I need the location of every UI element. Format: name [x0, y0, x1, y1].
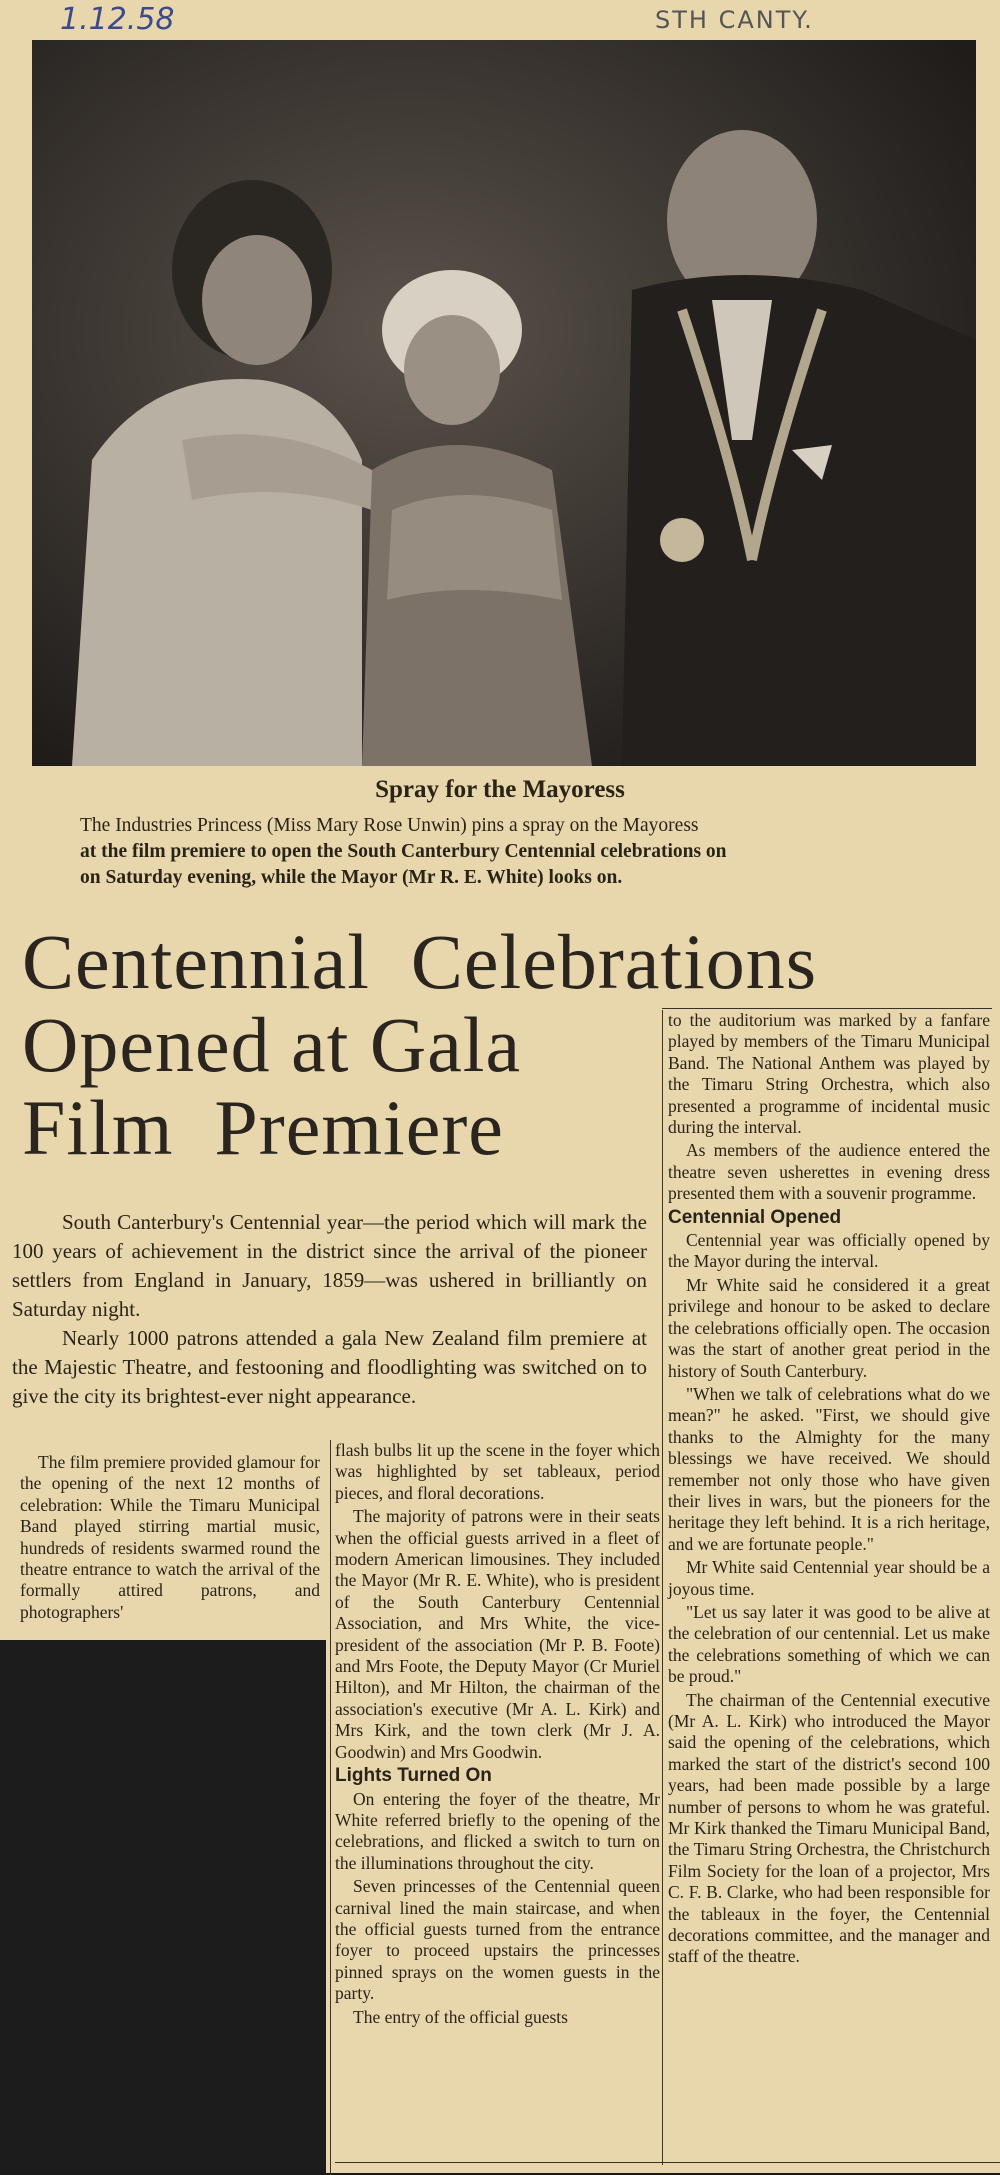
- photo-caption-title: Spray for the Mayoress: [375, 776, 625, 803]
- headline-line: Centennial Celebrations: [22, 918, 818, 1005]
- subheading-lights-turned-on: Lights Turned On: [335, 1765, 492, 1787]
- paragraph: "Let us say later it was good to be alive at the celebration of our centennial. Let us make the celebrations something of which we can be proud.": [668, 1601, 990, 1687]
- paragraph: Centennial year was officially opened by the Mayor during the interval.: [668, 1230, 990, 1272]
- article-headline: [22, 918, 818, 1171]
- lead-paragraph: South Canterbury's Centennial year—the period which will mark the 100 years of achievement in the district since the arrival of the pioneer settlers from England in January, 1859—was ushered in brilliantly on Saturday night.: [12, 1210, 647, 1321]
- paragraph: "When we talk of celebrations what do we mean?" he asked. "First, we should give thanks to the Almighty for the many blessings we have received. We should remember not only those who have given their lives in wars, but the pioneers for the heritage they left behind. It is a rich heritage, and we are fortunate people.": [668, 1383, 990, 1554]
- handwritten-date: 1.12.58: [60, 2, 175, 37]
- lead-paragraph: Nearly 1000 patrons attended a gala New Zealand film premiere at the Majestic Theatre, and festooning and floodlighting was switched on to give the city its brightest-ever night appearance.: [12, 1326, 647, 1408]
- background-backing: [0, 1640, 326, 2173]
- paragraph: Seven princesses of the Centennial queen carnival lined the main staircase, and when the official guests turned from the entrance foyer to proceed upstairs the princesses pinned sprays on the women guests in the party.: [335, 1876, 660, 2004]
- paragraph: flash bulbs lit up the scene in the foyer which was highlighted by set tableaux, period pieces, and floral decorations.: [335, 1440, 660, 1503]
- caption-line: at the film premiere to open the South Canterbury Centennial celebrations on: [80, 841, 727, 862]
- paragraph: The chairman of the Centennial executive (Mr A. L. Kirk) who introduced the Mayor said the opening of the celebrations, which marked the start of the district's second 100 years, had been made possible by a large number of persons to whom he was grateful. Mr Kirk thanked the Timaru Municipal Band, the Timaru String Orchestra, the Christchurch Film Society for the loan of a projector, Mrs C. F. B. Clarke, who had been responsible for the tableaux in the foyer, the Centennial decorations committee, and the manager and staff of the theatre.: [668, 1689, 990, 1967]
- headline-line: Opened at Gala: [22, 1001, 522, 1088]
- paragraph: Mr White said he considered it a great privilege and honour to be asked to declare the celebrations officially open. The occasion was the start of another great period in the history of South Canterbury.: [668, 1274, 990, 1381]
- bottom-rule: [335, 2162, 1000, 2163]
- paragraph: The film premiere provided glamour for the opening of the next 12 months of celebration: While the Timaru Municipal Band played stirring martial music, hundreds of residents swarmed round the theatre entrance to watch the arrival of the formally attired patrons, and photographers': [20, 1452, 320, 1622]
- photo-illustration: [32, 40, 976, 766]
- headline-line: Film Premiere: [22, 1084, 504, 1171]
- paragraph: As members of the audience entered the theatre seven usherettes in evening dress presented them with a souvenir programme.: [668, 1140, 990, 1204]
- article-column-2: [335, 1440, 660, 2030]
- paragraph: On entering the foyer of the theatre, Mr White referred briefly to the opening of the celebrations, and flicked a switch to turn on the illuminations throughout the city.: [335, 1788, 660, 1873]
- paragraph: The entry of the official guests: [353, 2006, 568, 2027]
- paragraph: Mr White said Centennial year should be a joyous time.: [668, 1557, 990, 1599]
- caption-line: The Industries Princess (Miss Mary Rose Unwin) pins a spray on the Mayoress: [80, 815, 699, 836]
- column-divider: [330, 1440, 331, 2175]
- subheading-centennial-opened: Centennial Opened: [668, 1206, 842, 1228]
- lead-paragraphs: [12, 1208, 647, 1411]
- paragraph: The majority of patrons were in their seats when the official guests arrived in a fleet of modern American limousines. They included the Mayor (Mr R. E. White), who is president of the South Canterbury Centennial Association, and Mrs White, the vice-president of the association (Mr P. B. Foote) and Mrs Foote, the Deputy Mayor (Cr Muriel Hilton), and Mr Hilton, the chairman of the association's executive (Mr A. L. Kirk) and Mrs Kirk, and the town clerk (Mr J. A. Goodwin) and Mrs Goodwin.: [335, 1506, 660, 1762]
- caption-line: on Saturday evening, while the Mayor (Mr R. E. White) looks on.: [80, 867, 623, 888]
- article-column-1: [20, 1452, 320, 1625]
- handwritten-source: STH CANTY.: [655, 6, 814, 34]
- photo-caption: [80, 813, 935, 891]
- column-divider: [662, 1010, 663, 2165]
- article-column-3: [668, 1010, 990, 1970]
- news-photo: [32, 40, 976, 766]
- paragraph: to the auditorium was marked by a fanfare played by members of the Timaru Municipal Band. The National Anthem was played by the Timaru String Orchestra, which also presented a programme of incidental music during the interval.: [668, 1010, 990, 1138]
- column-top-rule: [662, 1008, 992, 1009]
